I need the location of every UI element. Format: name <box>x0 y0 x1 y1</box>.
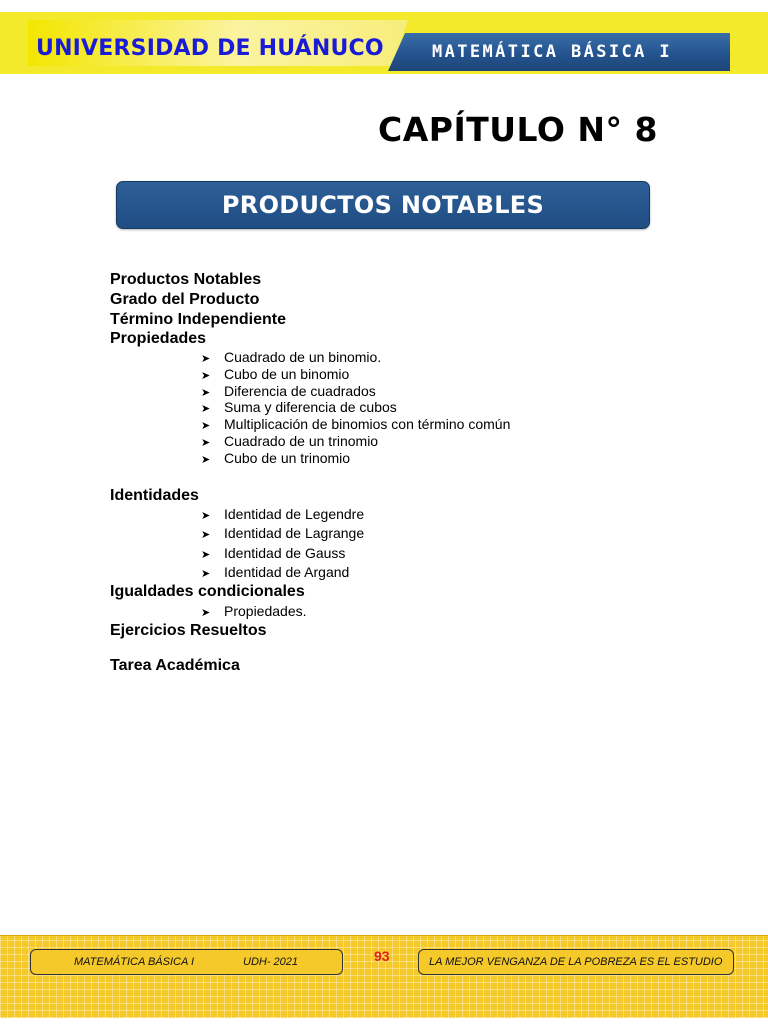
list-item: ➤ Identidad de Argand <box>201 564 350 580</box>
footer-motto-box <box>418 949 734 975</box>
list-item: ➤ Identidad de Gauss <box>201 545 346 561</box>
list-item: ➤ Identidad de Lagrange <box>201 525 365 541</box>
section-heading: Igualdades condicionales <box>110 583 305 600</box>
section-heading: Identidades <box>110 487 199 504</box>
section-heading: Grado del Producto <box>110 291 260 308</box>
arrowhead-bullet-icon: ➤ <box>201 509 211 522</box>
section-heading: Término Independiente <box>110 311 287 328</box>
list-item: ➤ Cuadrado de un binomio. <box>201 349 382 365</box>
section-heading: Ejercicios Resueltos <box>110 622 267 639</box>
arrowhead-bullet-icon: ➤ <box>201 567 211 580</box>
arrowhead-bullet-icon: ➤ <box>201 548 211 561</box>
section-heading: Productos Notables <box>110 271 262 288</box>
list-item: ➤ Cubo de un binomio <box>201 366 350 382</box>
arrowhead-bullet-icon: ➤ <box>201 528 211 541</box>
arrowhead-bullet-icon: ➤ <box>201 352 211 365</box>
university-name: UNIVERSIDAD DE HUÁNUCO <box>36 36 384 61</box>
list-item: ➤ Cubo de un trinomio <box>201 450 351 466</box>
list-item: ➤ Diferencia de cuadrados <box>201 383 376 399</box>
list-item: ➤ Propiedades. <box>201 603 307 619</box>
arrowhead-bullet-icon: ➤ <box>201 436 211 449</box>
list-item: ➤ Suma y diferencia de cubos <box>201 399 397 415</box>
footer-course: MATEMÁTICA BÁSICA I <box>74 956 194 968</box>
arrowhead-bullet-icon: ➤ <box>201 419 211 432</box>
list-item: ➤ Cuadrado de un trinomio <box>201 433 379 449</box>
list-item: ➤ Multiplicación de binomios con término común <box>201 416 511 432</box>
arrowhead-bullet-icon: ➤ <box>201 386 211 399</box>
arrowhead-bullet-icon: ➤ <box>201 453 211 466</box>
arrowhead-bullet-icon: ➤ <box>201 369 211 382</box>
chapter-title: CAPÍTULO N° 8 <box>378 110 658 149</box>
course-name: MATEMÁTICA BÁSICA I <box>432 42 673 62</box>
footer-course-box <box>30 949 343 975</box>
section-heading: Tarea Académica <box>110 657 240 674</box>
list-item: ➤ Identidad de Legendre <box>201 506 365 522</box>
section-heading: Propiedades <box>110 330 207 347</box>
footer-motto: LA MEJOR VENGANZA DE LA POBREZA ES EL ESTUDIO <box>429 956 723 968</box>
arrowhead-bullet-icon: ➤ <box>201 402 211 415</box>
page-number: 93 <box>374 948 390 964</box>
topic-title: PRODUCTOS NOTABLES <box>221 191 545 219</box>
footer-year: UDH- 2021 <box>243 956 299 968</box>
arrowhead-bullet-icon: ➤ <box>201 606 211 619</box>
